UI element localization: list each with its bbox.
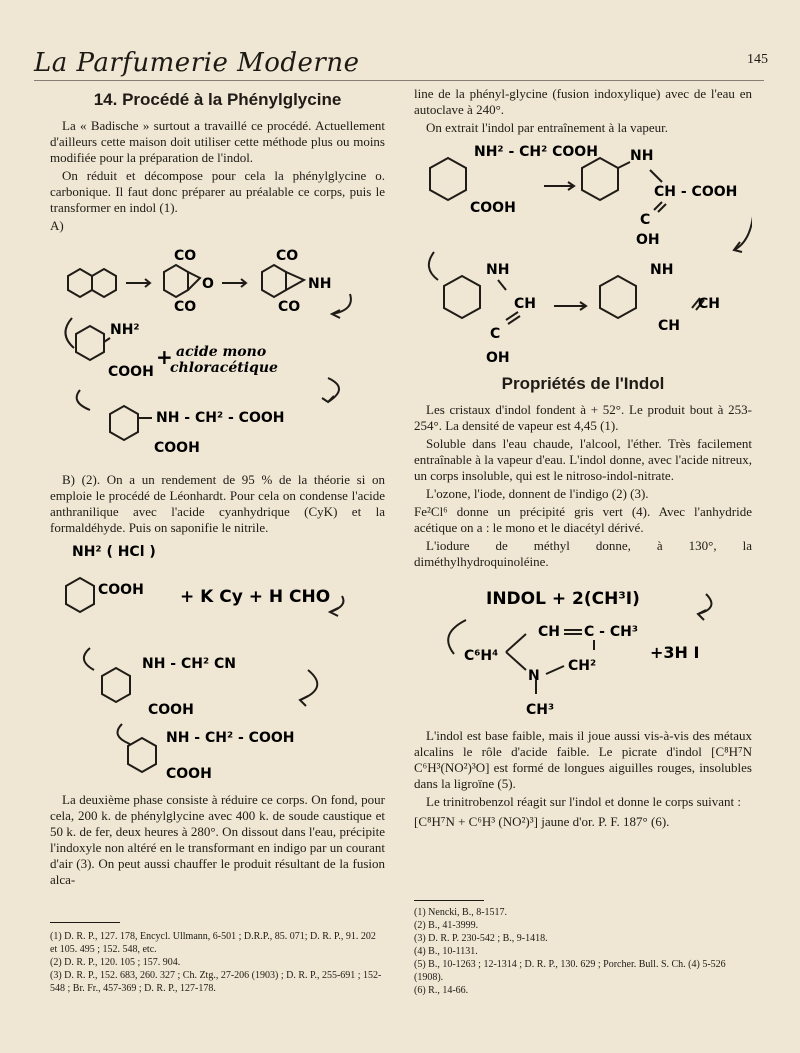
footnote: (2) D. R. P., 120. 105 ; 157. 904.: [50, 957, 181, 968]
paragraph: La deuxième phase consiste à réduire ce corps. On fond, pour cela, 200 k. de phénylglycine avec 400 k. de soude caustique et 50 k. de fer, deux heures à 280°. On dissout dans l'eau, précipite l'indoxyle non altéré en le transformant en indigo par un courant d'air (3). On peut aussi chauffer le produit résultant de la fusion alca-: [50, 792, 385, 887]
reagents-label: + K Cy + H CHO: [180, 587, 331, 607]
cooh-label: COOH: [470, 200, 516, 216]
nh-label: NH: [308, 276, 332, 292]
ring-label: C⁶H⁴: [464, 648, 499, 664]
left-column: [50, 86, 385, 890]
oh-label: OH: [636, 232, 660, 248]
cooh-label: COOH: [154, 440, 200, 456]
cooh-label: COOH: [108, 364, 154, 380]
co-label: CO: [174, 248, 197, 264]
paragraph: Le trinitrobenzol réagit sur l'indol et donne le corps suivant :: [426, 794, 741, 809]
footnotes-right: [414, 906, 752, 997]
co-label: CO: [276, 248, 299, 264]
c-ch3-label: C - CH³: [584, 624, 638, 640]
scheme-d-diagram: [414, 574, 752, 724]
nh2-chain-label: NH² - CH² COOH: [474, 144, 598, 160]
label-a: A): [50, 218, 64, 233]
footnote: (3) D. R. P. 230-542 ; B., 9-1418.: [414, 933, 548, 944]
section-title-indol-properties: Propriétés de l'Indol: [501, 374, 665, 393]
nh2-label: NH²: [110, 322, 140, 338]
paragraph: Les cristaux d'indol fondent à + 52°. Le produit bout à 253-254°. La densité de vapeur est 4,45 (1).: [414, 402, 752, 433]
equation-label: INDOL + 2(CH³I): [486, 589, 640, 609]
c-label: C: [640, 212, 651, 228]
footnote: (5) B., 10-1263 ; 12-1314 ; D. R. P., 130. 629 ; Porcher. Bull. S. Ch. (4) 5-526 (1908).: [414, 959, 726, 983]
paragraph: line de la phényl-glycine (fusion indoxylique) avec de l'eau en autoclave à 240°.: [414, 86, 752, 117]
c-label: C: [490, 326, 501, 342]
chain-label: NH - CH² - COOH: [156, 410, 285, 426]
formula: [C⁸H⁷N + C⁶H³ (NO²)³] jaune d'or. P. F. 187° (6).: [414, 814, 670, 829]
footnote: (6) R., 14-66.: [414, 985, 469, 996]
scheme-b-diagram: [50, 540, 385, 788]
nh-label: NH: [650, 262, 674, 278]
footnote: (2) B., 41-3999.: [414, 920, 479, 931]
n-label: N: [528, 668, 540, 684]
nh-label: NH: [630, 148, 654, 164]
nh2-hcl-label: NH² ( HCl ): [72, 544, 156, 560]
section-title-phenylglycine: 14. Procédé à la Phénylglycine: [93, 90, 342, 109]
paragraph: L'indol est base faible, mais il joue aussi vis-à-vis des métaux alcalins le rôle d'acide faible. Le picrate d'indol [C⁸H⁷N C⁶H³(NO²)³O] est formé de longues aiguilles rouges, insolubles dans la ligroïne (5).: [414, 728, 752, 791]
footnote-rule: [50, 922, 120, 923]
cooh-label: COOH: [98, 582, 144, 598]
ch-label: CH: [698, 296, 720, 312]
footnote-rule: [414, 900, 484, 901]
footnote: (3) D. R. P., 152. 683, 260. 327 ; Ch. Ztg., 27-206 (1903) ; D. R. P., 255-691 ; 152-548 ; Br. Fr., 457-369 ; D. R. P., 127-178.: [50, 970, 382, 994]
reagent-line-1: acide mono: [176, 344, 267, 360]
ch-cooh-label: CH - COOH: [654, 184, 738, 200]
paragraph: Fe²Cl⁶ donne un précipité gris vert (4). Avec l'anhydride acétique on a : le mono et le diacétyl dérivé.: [414, 504, 752, 535]
nh-label: NH: [486, 262, 510, 278]
footnote: (1) Nencki, B., 8-1517.: [414, 907, 508, 918]
right-column: [414, 86, 752, 832]
o-label: O: [202, 276, 214, 292]
paragraph: On extrait l'indol par entraînement à la vapeur.: [426, 120, 669, 135]
paragraph: Soluble dans l'eau chaude, l'alcool, l'éther. Très facilement entraînable à la vapeur d'eau. L'indol donne, avec l'acide nitreux, un corps insoluble, qui est le nitroso-indol-nitrate.: [414, 436, 752, 483]
chain-label: NH - CH² - COOH: [166, 730, 295, 746]
footnote: (1) D. R. P., 127. 178, Encycl. Ullmann, 6-501 ; D.R.P., 85. 071; D. R. P., 91. 202 et 105. 495 ; 152. 548, etc.: [50, 931, 376, 955]
paragraph: B) (2). On a un rendement de 95 % de la théorie si on emploie le procédé de Léonhardt. Pour cela on condense l'acide anthranilique avec l'acide cyanhydrique (CyK) et la formaldéhyde. Puis on saponifie le nitrile.: [50, 472, 385, 535]
paragraph: On réduit et décompose pour cela la phénylglycine o. carbonique. Il faut donc préparer au préalable ce corps, puis le transformer en indol (1).: [50, 168, 385, 215]
plus-sign: +: [156, 345, 173, 369]
ch-label: CH: [538, 624, 560, 640]
ch-label: CH: [658, 318, 680, 334]
footnotes-left: [50, 930, 385, 995]
cooh-label: COOH: [166, 766, 212, 782]
paragraph: La « Badische » surtout a travaillé ce procédé. Actuellement d'ailleurs cette maison doit utiliser cette méthode plus ou moins modifiée pour la préparation de l'indol.: [50, 118, 385, 165]
ch3-label: CH³: [526, 702, 555, 718]
page-number: 145: [747, 52, 768, 67]
journal-title: La Parfumerie Moderne: [34, 48, 360, 78]
ch2-label: CH²: [568, 658, 597, 674]
co-label: CO: [174, 299, 197, 315]
header-rule: [34, 80, 764, 81]
scheme-a-diagram: [50, 238, 385, 468]
plus-3hi-label: +3H I: [650, 643, 700, 662]
chain-label: NH - CH² CN: [142, 656, 236, 672]
paragraph: L'iodure de méthyl donne, à 130°, la diméthylhydroquinoléine.: [414, 538, 752, 569]
cooh-label: COOH: [148, 702, 194, 718]
oh-label: OH: [486, 350, 510, 366]
ch-label: CH: [514, 296, 536, 312]
reagent-line-2: chloracétique: [170, 360, 278, 376]
scheme-c-diagram: [414, 140, 752, 370]
co-label: CO: [278, 299, 301, 315]
footnote: (4) B., 10-1131.: [414, 946, 478, 957]
paragraph: L'ozone, l'iode, donnent de l'indigo (2) (3).: [426, 486, 649, 501]
